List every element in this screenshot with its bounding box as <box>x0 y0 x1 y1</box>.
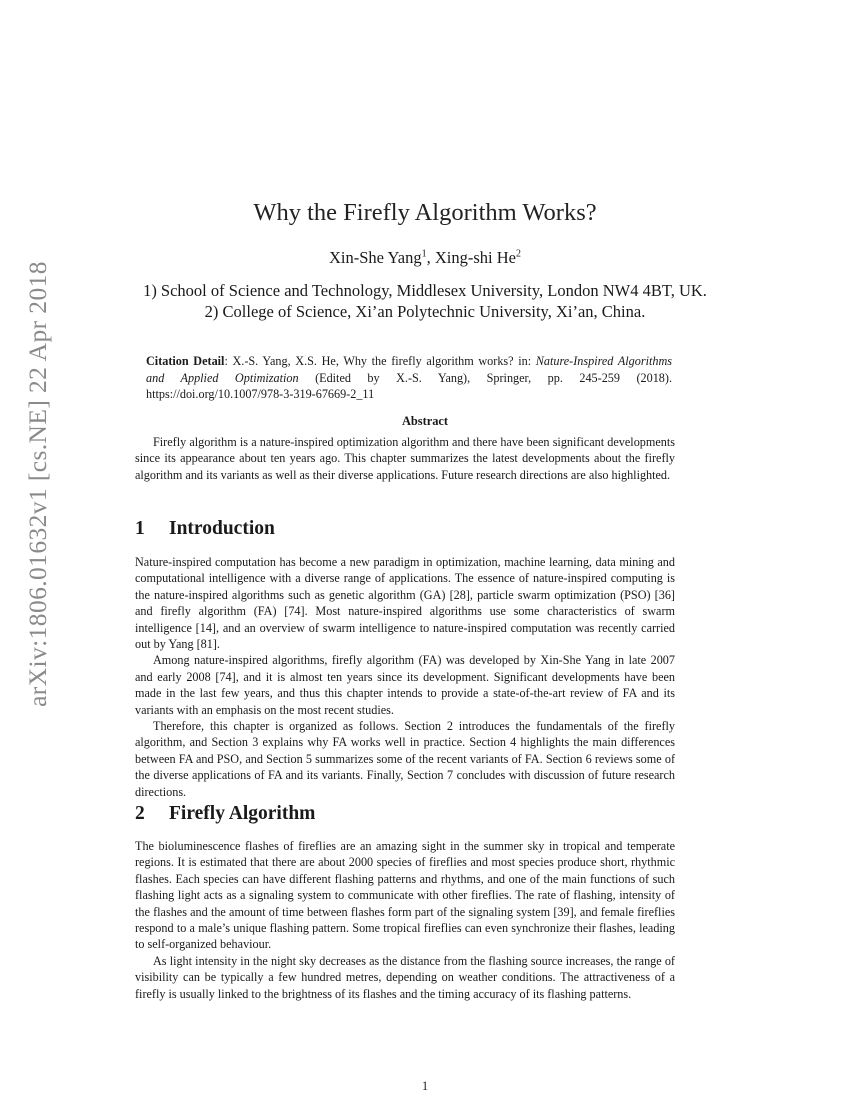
paragraph: Among nature-inspired algorithms, firefly algorithm (FA) was developed by Xin-She Yang in late 2007 and early 2008 [74], and it is almost ten years since its development. Significant developments have been made in the last few years, and thus this chapter intends to provide a state-of-the-art review of FA and its variants with an emphasis on the most recent studies. <box>135 653 675 717</box>
author-name: Xing-shi He <box>434 248 516 267</box>
affiliation-marker: 2 <box>515 248 521 260</box>
page-number: 1 <box>421 1079 429 1093</box>
paper-title: Why the Firefly Algorithm Works? <box>253 199 597 226</box>
section-number: 1 <box>135 518 145 539</box>
paragraph: Therefore, this chapter is organized as follows. Section 2 introduces the fundamentals of the firefly algorithm, and Section 3 explains why FA works well in practice. Section 4 highlights the main differences between FA and PSO, and Section 5 summarizes some of the recent variants of FA. Section 6 reviews some of the diverse applications of FA and its variants. Finally, Section 7 concludes with discussion of future research directions. <box>135 719 675 799</box>
author-name: Xin-She Yang <box>329 248 422 267</box>
affiliation-1: 1) School of Science and Technology, Middlesex University, London NW4 4BT, UK. <box>143 281 707 300</box>
author-line <box>0 248 850 268</box>
author-separator: , <box>426 248 435 267</box>
citation-label: Citation Detail <box>146 354 225 368</box>
section-title: Introduction <box>169 518 275 539</box>
citation-text: (Edited by X.-S. Yang), Springer, pp. 245-259 (2018). https://doi.org/10.1007/978-3-319-67669-2_11 <box>146 370 673 402</box>
citation-text: : X.-S. Yang, X.S. He, Why the firefly algorithm works? in: <box>224 354 536 368</box>
paragraph: The bioluminescence flashes of fireflies are an amazing sight in the summer sky in tropical and temperate regions. It is estimated that there are about 2000 species of fireflies and most species produce short, rhythmic flashes. Each species can have different flashing patterns and rhythms, and one of the main functions of such flashing light acts as a signaling system to communicate with other fireflies. The rate of flashing, intensity of the flashes and the amount of time between flashes form part of the signaling system [39], and female fireflies respond to a male’s unique flashing pattern. Some tropical fireflies can even synchronize their flashes, leading to self-organized behaviour. <box>135 839 675 952</box>
citation-detail <box>146 353 672 403</box>
citation-book-title: Nature-Inspired Algorithms and Applied Optimization <box>146 354 672 385</box>
section-body-introduction <box>135 554 675 800</box>
abstract-body: Firefly algorithm is a nature-inspired optimization algorithm and there have been significant developments since its appearance about ten years ago. This chapter summarizes the latest developments about the firefly algorithm and its variants as well as their diverse applications. Future research directions are also highlighted. <box>135 435 675 482</box>
affiliation-2: 2) College of Science, Xi’an Polytechnic University, Xi’an, China. <box>204 302 646 321</box>
section-body-firefly-algorithm <box>135 838 675 1002</box>
section-heading-introduction <box>135 518 275 540</box>
section-number: 2 <box>135 803 145 824</box>
paragraph: As light intensity in the night sky decreases as the distance from the flashing source increases, the range of visibility can be typically a few hundred metres, depending on weather conditions. The attractiveness of a firefly is usually linked to the brightness of its flashes and the timing accuracy of its flashing patterns. <box>135 953 675 1001</box>
abstract-heading: Abstract <box>401 414 449 428</box>
affiliation-marker: 1 <box>421 248 427 260</box>
section-heading-firefly-algorithm <box>135 803 315 825</box>
section-title: Firefly Algorithm <box>169 803 316 824</box>
paragraph: Nature-inspired computation has become a new paradigm in optimization, machine learning, data mining and computational intelligence with a diverse range of applications. The essence of nature-inspired computing is the nature-inspired algorithms such as genetic algorithm (GA) [28], particle swarm optimization (PSO) [36] and firefly algorithm (FA) [74]. Most nature-inspired algorithms use some characteristics of swarm intelligence [14], and an overview of swarm intelligence to nature-inspired computation was recently carried out by Yang [81]. <box>135 555 675 652</box>
arxiv-identifier-stamp: arXiv:1806.01632v1 [cs.NE] 22 Apr 2018 <box>23 261 52 707</box>
